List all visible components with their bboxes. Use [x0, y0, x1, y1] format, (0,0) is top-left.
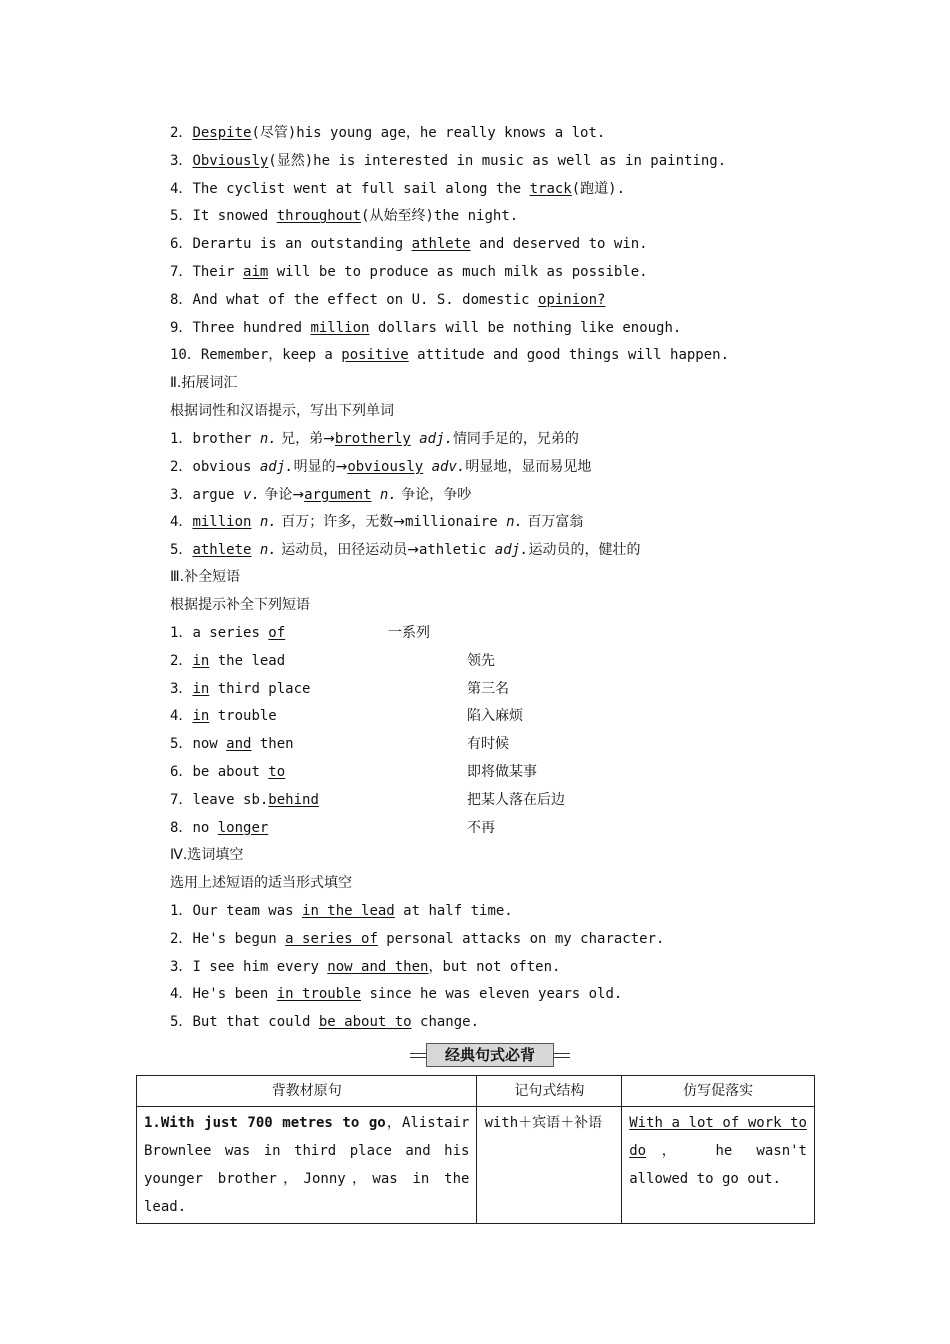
sentence-text: The cyclist went at full sail along the — [192, 180, 530, 197]
answer-blank: Obviously — [192, 152, 269, 169]
item-number: 1． — [170, 903, 193, 919]
sentence-text: (从始至终)the night. — [361, 208, 519, 225]
section-3-instruction: 根据提示补全下列短语 — [170, 597, 310, 613]
part-of-speech: adj. — [410, 431, 453, 447]
item-number: 7． — [170, 791, 193, 808]
sentence-text: Derartu is an outstanding — [192, 236, 412, 253]
section-3-heading: Ⅲ.补全短语 — [170, 569, 241, 585]
phrase-text: leave sb. — [192, 791, 269, 808]
phrase-text: third place — [209, 680, 311, 697]
sentence-text: It snowed — [192, 208, 277, 225]
item-number: 2． — [170, 930, 193, 947]
sentence-text: and deserved to win. — [470, 236, 648, 253]
vocab-sentence — [170, 262, 648, 282]
item-number: 9． — [170, 319, 193, 336]
fill-blank-sentence — [170, 929, 664, 949]
item-number: 4． — [170, 708, 193, 725]
answer-blank: behind — [268, 791, 319, 808]
word-form-item — [170, 485, 471, 505]
sentence-text: He's begun — [192, 930, 286, 947]
part-of-speech: n. — [497, 514, 523, 531]
vocab-sentence — [170, 345, 729, 365]
header-structure: 记句式结构 — [477, 1076, 622, 1107]
sentence-text: He's been — [192, 986, 277, 1003]
part-of-speech: adj. — [486, 542, 529, 559]
phrase-item — [170, 790, 319, 810]
phrase-text: the lead — [209, 652, 286, 669]
word: argument — [304, 486, 372, 503]
word: argue — [192, 486, 244, 503]
part-of-speech: v. — [243, 486, 260, 503]
item-number: 3． — [170, 152, 193, 169]
sentence-text: change. — [411, 1014, 480, 1031]
chinese-gloss: 运动员的，健壮的 — [528, 542, 641, 559]
sentence-text: will be to produce as much milk as possible. — [268, 264, 648, 280]
chinese-gloss: 兄，弟→ — [276, 431, 335, 447]
section-4-instruction: 选用上述短语的适当形式填空 — [170, 875, 352, 891]
phrase-text: then — [251, 736, 294, 753]
item-number: 5． — [170, 1014, 193, 1031]
word-form-item — [170, 457, 591, 477]
item-number: 4． — [170, 180, 193, 197]
item-number: 5． — [170, 208, 193, 225]
original-rest: ，Alistair Brownlee was in third place and his younger brother，Jonny，was in the lead. — [144, 1115, 470, 1215]
item-number: 7． — [170, 264, 193, 280]
section-2-instruction: 根据词性和汉语提示，写出下列单词 — [170, 403, 394, 419]
section-banner — [410, 1043, 570, 1065]
answer-blank: a series of — [285, 930, 378, 947]
answer-blank: Despite — [192, 125, 252, 141]
sentence-text: at half time. — [394, 903, 513, 919]
word: brotherly — [334, 431, 411, 447]
chinese-gloss: 百万富翁 — [522, 514, 584, 531]
vocab-sentence — [170, 318, 681, 338]
sentence-text: (跑道). — [571, 180, 626, 197]
phrase-text: trouble — [209, 708, 277, 725]
banner-label: 经典句式必背 — [426, 1043, 554, 1067]
phrase-item — [170, 818, 268, 838]
phrase-item — [170, 679, 310, 699]
word-form-item — [170, 512, 583, 532]
word: obviously — [347, 458, 424, 475]
phrase-item — [170, 734, 294, 754]
word: obvious — [192, 458, 260, 475]
chinese-gloss: 明显的→ — [293, 458, 348, 475]
word: millionaire — [404, 514, 498, 531]
cell-structure — [477, 1107, 622, 1224]
answer-blank: opinion? — [538, 291, 606, 308]
item-number: 3． — [170, 958, 193, 975]
sentence-text: And what of the effect on U. S. domestic — [192, 291, 539, 308]
phrase-meaning: 第三名 — [467, 680, 509, 697]
cell-original — [137, 1107, 477, 1224]
sentence-text: I see him every — [192, 958, 328, 975]
item-number: 10． — [170, 347, 201, 364]
item-number: 3． — [170, 680, 193, 697]
item-number: 4． — [170, 514, 193, 531]
phrase-item — [170, 651, 285, 671]
chinese-gloss: 情同手足的，兄弟的 — [452, 431, 579, 447]
sentence-text: (显然)he is interested in music as well as in painting. — [268, 152, 727, 169]
phrase-item — [170, 762, 285, 782]
vocab-sentence — [170, 206, 518, 226]
fill-blank-sentence — [170, 957, 560, 977]
sentence-text: dollars will be nothing like enough. — [369, 319, 682, 336]
table-row — [137, 1107, 815, 1224]
item-number: 6． — [170, 236, 193, 253]
sentence-text: personal attacks on my character. — [377, 930, 665, 947]
header-imitation: 仿写促落实 — [622, 1076, 815, 1107]
chinese-gloss: 百万；许多，无数→ — [276, 514, 405, 531]
word-form-item — [170, 429, 579, 449]
answer-blank: in — [192, 708, 210, 725]
header-original: 背教材原句 — [137, 1076, 477, 1107]
answer-blank: longer — [217, 819, 269, 836]
phrase-meaning: 即将做某事 — [467, 764, 537, 780]
vocab-sentence — [170, 234, 648, 254]
answer-blank: in trouble — [276, 986, 362, 1003]
answer-blank: in — [192, 652, 210, 669]
answer-blank: to — [268, 764, 286, 780]
phrase-item — [170, 706, 277, 726]
part-of-speech: n. — [259, 431, 277, 447]
item-number: 8． — [170, 291, 193, 308]
item-number: 2． — [170, 458, 193, 475]
sentence-text: ，but not often. — [428, 958, 561, 975]
answer-blank: and — [226, 736, 252, 753]
chinese-gloss: 争论，争吵 — [396, 486, 472, 503]
phrase-text: be about — [192, 764, 269, 780]
structure-text: with＋宾语＋补语 — [484, 1115, 603, 1131]
answer-blank: in — [192, 680, 210, 697]
cell-imitation — [622, 1107, 815, 1224]
vocab-sentence — [170, 290, 605, 310]
word: athletic — [418, 542, 487, 559]
part-of-speech: adv. — [423, 458, 466, 475]
phrase-meaning: 把某人落在后边 — [467, 791, 565, 808]
answer-blank: now and then — [327, 958, 429, 975]
item-number: 5． — [170, 736, 193, 753]
sentence-text: (尽管)his young age，he really knows a lot. — [251, 125, 606, 141]
part-of-speech: n. — [251, 542, 277, 559]
sentence-text: Their — [192, 264, 244, 280]
answer-blank: be about to — [318, 1014, 412, 1031]
original-bold: 1.With just 700 metres to go — [144, 1115, 386, 1131]
phrase-text: a series — [192, 625, 269, 641]
sentence-text: Remember，keep a — [200, 347, 342, 364]
section-2-heading: Ⅱ.拓展词汇 — [170, 375, 238, 391]
item-number: 4． — [170, 986, 193, 1003]
sentence-text: Three hundred — [192, 319, 311, 336]
chinese-gloss: 明显地，显而易见地 — [465, 458, 592, 475]
section-4-heading: Ⅳ.选词填空 — [170, 847, 244, 863]
answer-blank: track — [529, 180, 572, 197]
word-form-item — [170, 540, 641, 560]
answer-blank: of — [268, 625, 286, 641]
fill-blank-sentence — [170, 901, 513, 921]
answer-blank: million — [310, 319, 370, 336]
word: brother — [192, 431, 260, 447]
chinese-gloss: 运动员，田径运动员→ — [276, 542, 419, 559]
imitation-rest: ， he wasn't allowed to go out. — [629, 1143, 807, 1187]
answer-blank: athlete — [411, 236, 471, 253]
phrase-item — [170, 623, 285, 643]
phrase-meaning: 不再 — [467, 819, 495, 836]
sentence-text: attitude and good things will happen. — [408, 347, 730, 364]
fill-blank-sentence — [170, 984, 622, 1004]
answer-blank: positive — [341, 347, 409, 364]
phrase-text: no — [192, 819, 218, 836]
item-number: 2． — [170, 652, 193, 669]
word: million — [192, 514, 252, 531]
phrase-meaning: 陷入麻烦 — [467, 708, 523, 725]
phrase-meaning: 一系列 — [388, 625, 430, 641]
item-number: 1． — [170, 625, 193, 641]
phrase-text: now — [192, 736, 227, 753]
sentence-table — [136, 1075, 815, 1224]
chinese-gloss: 争论→ — [259, 486, 305, 503]
sentence-text: Our team was — [192, 903, 303, 919]
item-number: 8． — [170, 819, 193, 836]
sentence-text: But that could — [192, 1014, 319, 1031]
phrase-meaning: 有时候 — [467, 736, 509, 753]
vocab-sentence — [170, 179, 625, 199]
answer-blank: aim — [243, 264, 269, 280]
item-number: 2． — [170, 125, 193, 141]
item-number: 5． — [170, 542, 193, 559]
word: athlete — [192, 542, 252, 559]
vocab-sentence — [170, 123, 605, 143]
vocab-sentence — [170, 151, 726, 171]
phrase-meaning: 领先 — [467, 652, 495, 669]
part-of-speech: adj. — [259, 458, 294, 475]
part-of-speech: n. — [251, 514, 277, 531]
item-number: 3． — [170, 486, 193, 503]
answer-blank: in the lead — [302, 903, 395, 919]
part-of-speech: n. — [371, 486, 397, 503]
answer-blank: throughout — [276, 208, 362, 225]
table-header-row — [137, 1076, 815, 1107]
item-number: 1． — [170, 431, 193, 447]
sentence-text: since he was eleven years old. — [361, 986, 623, 1003]
imitation-answer: With a lot of work to do — [629, 1115, 807, 1159]
fill-blank-sentence — [170, 1012, 479, 1032]
item-number: 6． — [170, 764, 193, 780]
